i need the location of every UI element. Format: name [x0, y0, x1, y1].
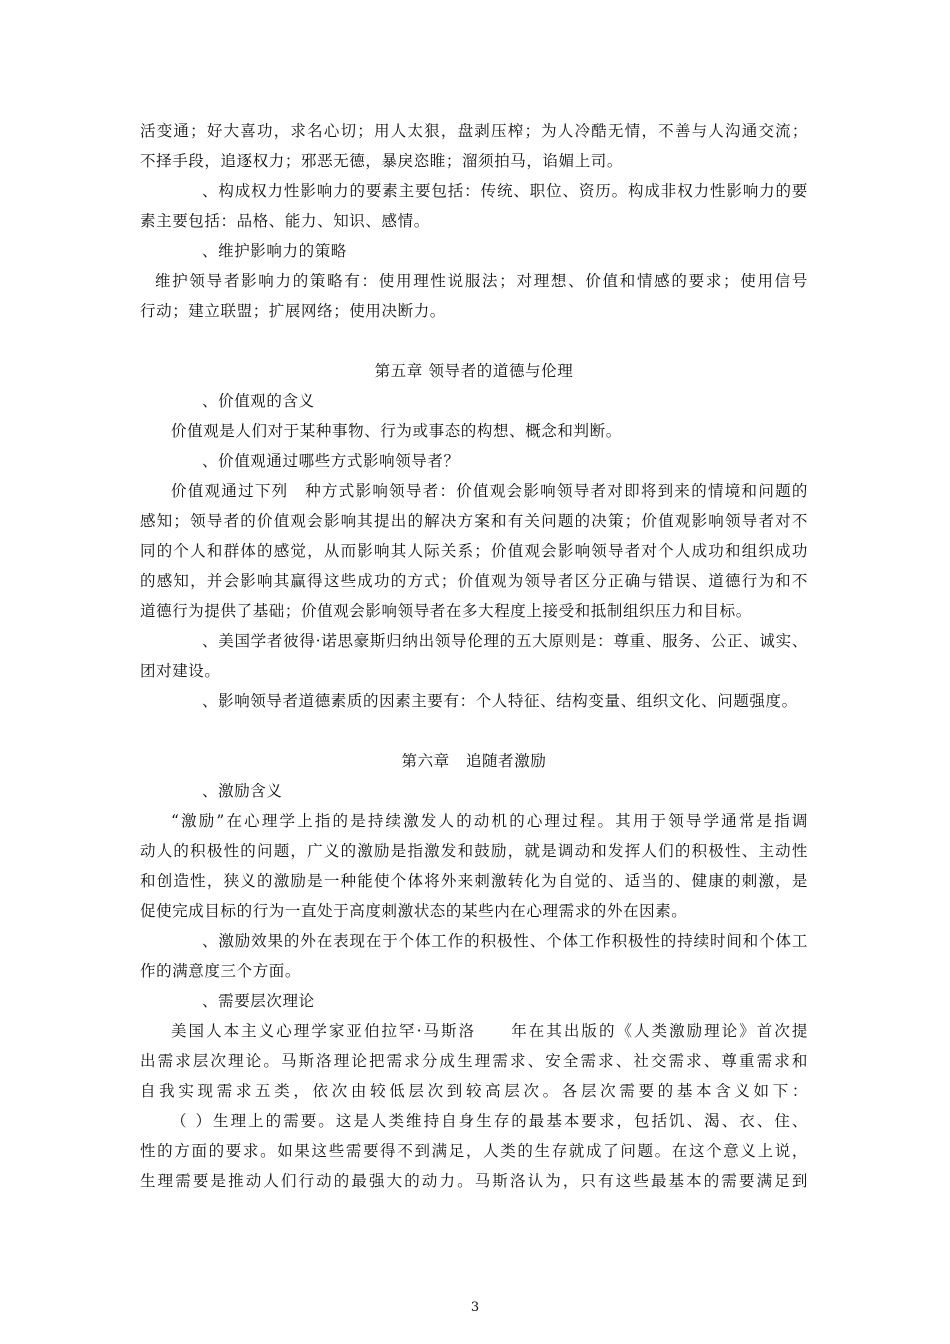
- paragraph-line: 、构成权力性影响力的要素主要包括：传统、职位、资历。构成非权力性影响力的要: [202, 182, 808, 200]
- paragraph-line: 的感知，并会影响其赢得这些成功的方式；价值观为领导者区分正确与错误、道德行为和不: [140, 572, 808, 590]
- paragraph-line: 同的个人和群体的感觉，从而影响其人际关系；价值观会影响领导者对个人成功和组织成功: [140, 542, 808, 560]
- paragraph-line: 不择手段，追逐权力；邪恶无德，暴戾恣睢；溜须拍马，谄媚上司。: [140, 152, 624, 170]
- section-heading: 、激励含义: [202, 782, 283, 800]
- paragraph-line: 行动；建立联盟；扩展网络；使用决断力。: [140, 302, 446, 320]
- section-heading: 、需要层次理论: [202, 992, 315, 1010]
- section-heading: 、维护影响力的策略: [202, 242, 347, 260]
- paragraph-line: 美国人本主义心理学家亚伯拉罕·马斯洛 年在其出版的《人类激励理论》首次提: [171, 1022, 808, 1040]
- paragraph-line: 、激励效果的外在表现在于个体工作的积极性、个体工作积极性的持续时间和个体工: [202, 932, 808, 950]
- section-heading: 、价值观通过哪些方式影响领导者？: [202, 452, 460, 470]
- paragraph-line: 自我实现需求五类，依次由较低层次到较高层次。各层次需要的基本含义如下：: [140, 1082, 808, 1100]
- paragraph-line: 维护领导者影响力的策略有：使用理性说服法；对理想、价值和情感的要求；使用信号: [155, 272, 808, 290]
- paragraph-line: 促使完成目标的行为一直处于高度刺激状态的某些内在心理需求的外在因素。: [140, 902, 688, 920]
- paragraph-line: （ ）生理上的需要。这是人类维持自身生存的最基本要求，包括饥、渴、衣、住、: [171, 1112, 808, 1130]
- paragraph-line: 感知；领导者的价值观会影响其提出的解决方案和有关问题的决策；价值观影响领导者对不: [140, 512, 808, 530]
- paragraph-line: 生理需要是推动人们行动的最强大的动力。马斯洛认为，只有这些最基本的需要满足到: [140, 1172, 808, 1190]
- paragraph-line: 、影响领导者道德素质的因素主要有：个人特征、结构变量、组织文化、问题强度。: [202, 692, 798, 710]
- paragraph-line: 素主要包括：品格、能力、知识、感情。: [140, 212, 430, 230]
- paragraph-line: 道德行为提供了基础；价值观会影响领导者在多大程度上接受和抵制组织压力和目标。: [140, 602, 752, 620]
- paragraph-line: 价值观是人们对于某种事物、行为或事态的构想、概念和判断。: [171, 422, 622, 440]
- paragraph-line: 动人的积极性的问题，广义的激励是指激发和鼓励，就是调动和发挥人们的积极性、主动性: [140, 842, 808, 860]
- paragraph-line: 性的方面的要求。如果这些需要得不到满足，人类的生存就成了问题。在这个意义上说，: [140, 1142, 808, 1160]
- paragraph-line: 价值观通过下列 种方式影响领导者：价值观会影响领导者对即将到来的情境和问题的: [171, 482, 808, 500]
- paragraph-line: 团对建设。: [140, 662, 221, 680]
- paragraph-line: 和创造性，狭义的激励是一种能使个体将外来刺激转化为自觉的、适当的、健康的刺激，是: [140, 872, 808, 890]
- paragraph-line: “激励”在心理学上指的是持续激发人的动机的心理过程。其用于领导学通常是指调: [171, 812, 808, 830]
- paragraph-line: 作的满意度三个方面。: [140, 962, 302, 980]
- body-text: [140, 116, 808, 1196]
- paragraph-line: 、美国学者彼得·诺思豪斯归纳出领导伦理的五大原则是：尊重、服务、公正、诚实、: [202, 632, 808, 650]
- page-number: 3: [470, 1300, 480, 1315]
- section-heading: 、价值观的含义: [202, 392, 315, 410]
- paragraph-line: 出需求层次理论。马斯洛理论把需求分成生理需求、安全需求、社交需求、尊重需求和: [140, 1052, 808, 1070]
- chapter-title: 第六章 追随者激励: [401, 752, 547, 770]
- chapter-title: 第五章 领导者的道德与伦理: [374, 362, 574, 380]
- paragraph-line: 活变通；好大喜功，求名心切；用人太狠，盘剥压榨；为人冷酷无情，不善与人沟通交流；: [140, 122, 808, 140]
